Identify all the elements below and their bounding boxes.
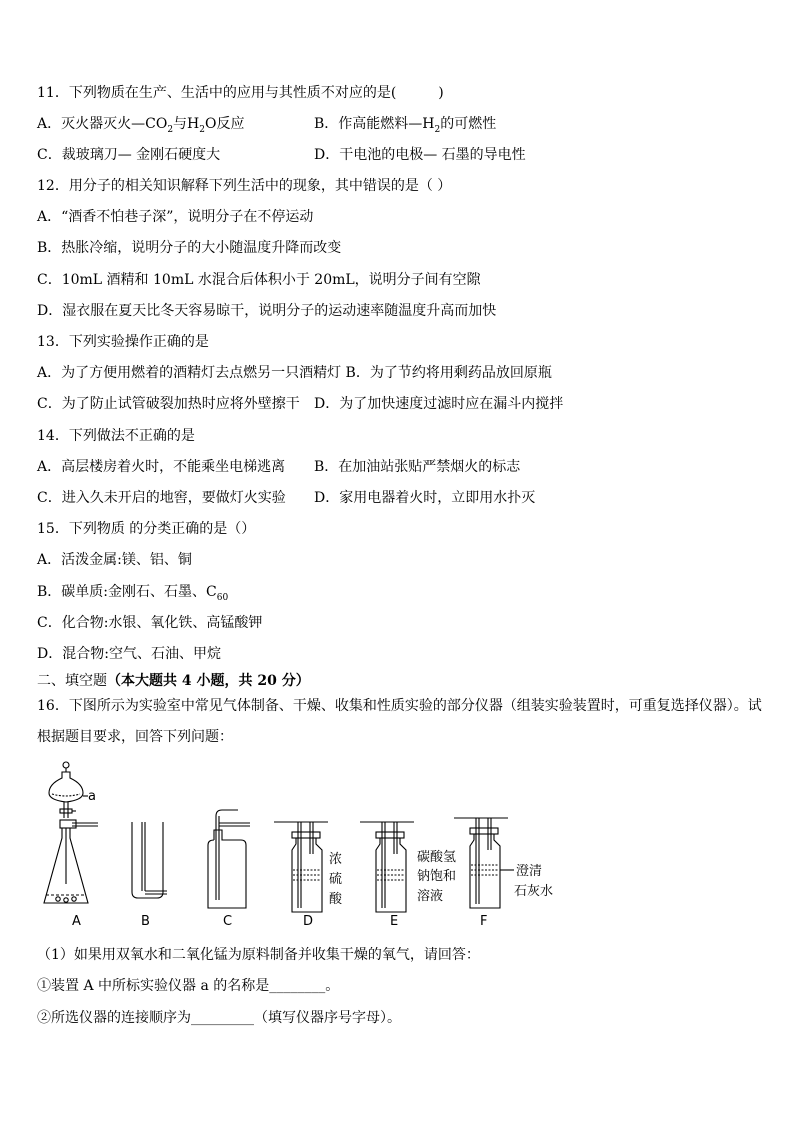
reagent-e-2: 钠饱和 (417, 869, 457, 884)
question-14-option-c: C．进入久未开启的地窖，要做灯火实验 (37, 490, 286, 506)
question-14-option-b: B．在加油站张贴严禁烟火的标志 (314, 459, 521, 475)
question-11-option-a: A．灭火器灭火$—CO_2$与$H_2O$反应 (37, 116, 245, 135)
label-apparatus-c: C (223, 914, 233, 929)
question-12-stem: 12．用分子的相关知识解释下列生活中的现象，其中错误的是（ ） (37, 178, 452, 194)
apparatus-figure (36, 758, 566, 934)
question-12-option-d: D．湿衣服在夏天比冬天容易晾干，说明分子的运动速率随温度升高而加快 (37, 303, 497, 319)
question-16-stem-line2: 根据题目要求，回答下列问题： (37, 729, 233, 745)
question-13-option-c: C．为了防止试管破裂加热时应将外壁擦干 (37, 396, 300, 412)
reagent-f-1: 澄清 (516, 864, 543, 879)
question-11-option-b: B．作高能燃料$—H_2$的可燃性 (314, 116, 497, 135)
question-14-stem: 14．下列做法不正确的是 (37, 428, 195, 444)
label-apparatus-d: D (303, 914, 314, 929)
apparatus-a (44, 762, 98, 903)
question-15-option-c: C．化合物:水银、氧化铁、高锰酸钾 (37, 615, 263, 631)
label-a: a (88, 789, 96, 804)
reagent-e-1: 碳酸氢 (417, 850, 457, 865)
question-14-option-a: A．高层楼房着火时，不能乘坐电梯逃离 (37, 459, 286, 475)
label-apparatus-b: B (141, 914, 150, 929)
question-15-option-d: D．混合物:空气、石油、甲烷 (37, 646, 221, 662)
question-12-option-a: A．“酒香不怕巷子深”，说明分子在不停运动 (37, 209, 314, 225)
question-13-option-d: D．为了加快速度过滤时应在漏斗内搅拌 (314, 396, 564, 412)
question-16-sub1: （1）如果用双氧水和二氧化锰为原料制备并收集干燥的氧气，请回答： (37, 947, 480, 963)
label-apparatus-e: E (390, 914, 399, 929)
question-15-stem: 15．下列物质 的分类正确的是（） (37, 521, 256, 537)
question-12-option-c: C．10mL 酒精和 10mL 水混合后体积小于 20mL，说明分子间有空隙 (37, 272, 481, 288)
reagent-d-3: 酸 (329, 892, 343, 907)
question-13-stem: 13．下列实验操作正确的是 (37, 334, 209, 350)
label-apparatus-f: F (480, 914, 488, 929)
reagent-d-2: 硫 (329, 872, 343, 887)
question-16-sub1-b: ②所选仪器的连接顺序为_________（填写仪器序号字母）。 (37, 1010, 401, 1026)
question-12-option-b: B．热胀冷缩，说明分子的大小随温度升降而改变 (37, 240, 342, 256)
question-15-option-b: B．碳单质:金刚石、石墨、$C_{60}$ (37, 584, 229, 603)
question-13-option-ab: A．为了方便用燃着的酒精灯去点燃另一只酒精灯 B．为了节约将用剩药品放回原瓶 (37, 365, 552, 381)
section-heading (37, 672, 310, 690)
label-apparatus-a: A (72, 914, 81, 929)
question-11-option-d: D．干电池的电极— 石墨的导电性 (314, 147, 526, 163)
section-title: 二、填空题 (37, 673, 107, 689)
apparatus-b (132, 822, 167, 898)
question-15-option-a: A．活泼金属:镁、铝、铜 (37, 552, 192, 568)
reagent-e-3: 溶液 (417, 889, 444, 904)
reagent-d-1: 浓 (329, 852, 343, 867)
apparatus-d (274, 822, 328, 912)
question-16-sub1-a: ①装置 A 中所标实验仪器 a 的名称是________。 (37, 978, 340, 994)
apparatus-c (208, 810, 250, 908)
question-16-stem-line1: 16．下图所示为实验室中常见气体制备、干燥、收集和性质实验的部分仪器（组装实验装置时，可重复选择仪器）。试 (37, 698, 762, 714)
apparatus-f (454, 818, 514, 908)
question-14-option-d: D．家用电器着火时，立即用水扑灭 (314, 490, 536, 506)
apparatus-e (360, 822, 414, 912)
question-11-option-c: C．裁玻璃刀— 金刚石硬度大 (37, 147, 221, 163)
question-11-stem: 11．下列物质在生产、生活中的应用与其性质不对应的是( ) (37, 85, 444, 101)
section-note: （本大题共 4 小题，共 20 分） (107, 673, 310, 689)
reagent-f-2: 石灰水 (514, 884, 554, 899)
